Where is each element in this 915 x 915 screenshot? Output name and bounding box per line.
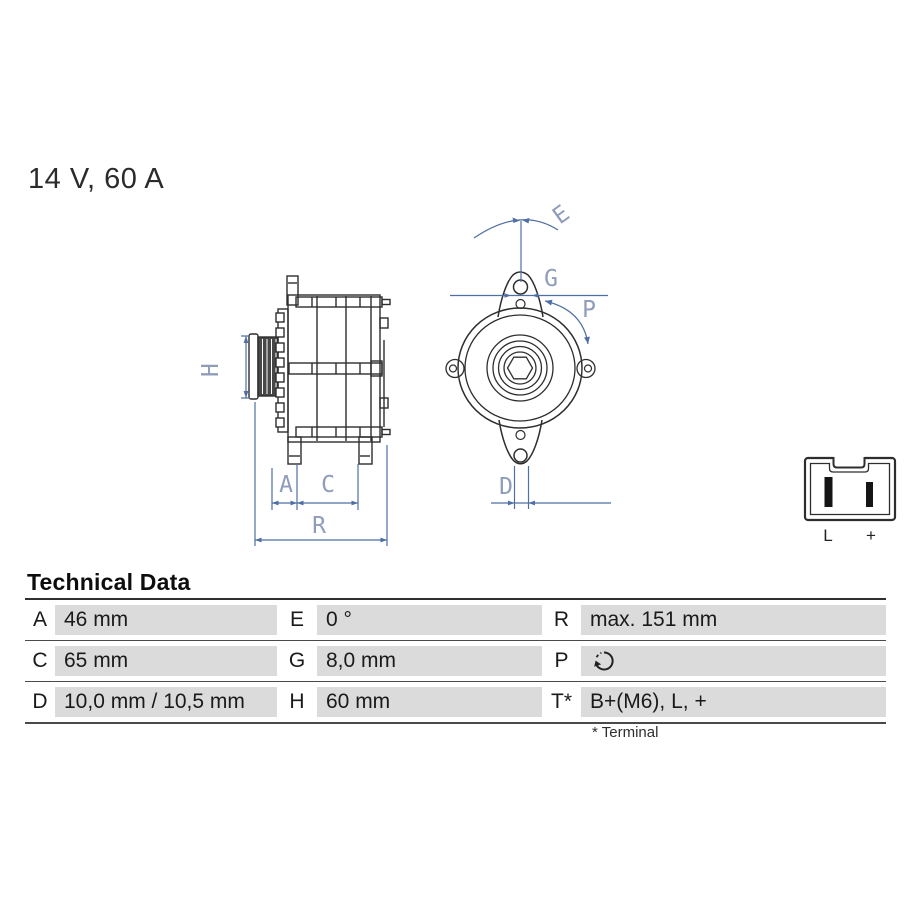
dimension-label-R: R [312, 513, 326, 539]
dim-value-H: 60 mm [317, 682, 542, 722]
dim-value-G: 8,0 mm [317, 641, 542, 681]
dim-key-A: A [32, 608, 47, 631]
dim-value-C: 65 mm [55, 641, 277, 681]
dimension-label-A: A [279, 472, 293, 498]
dim-value-D: 10,0 mm / 10,5 mm [55, 682, 277, 722]
dim-key-G: G [288, 649, 306, 672]
dim-key-T: T* [551, 690, 572, 713]
left-ear [446, 360, 464, 378]
through-bolts [289, 297, 390, 437]
connector-label-L: L [823, 526, 833, 545]
shaft-hex-nut [508, 357, 533, 379]
pulley-ribs [258, 337, 278, 396]
connector-pin-plus [866, 482, 873, 507]
dim-value-P [581, 641, 886, 681]
dim-key-R: R [553, 608, 570, 631]
housing-body [288, 295, 380, 442]
dim-key-C: C [32, 649, 48, 672]
pulley-front-disc [249, 334, 258, 399]
dimension-label-H: H [198, 363, 224, 377]
connector-label-plus: + [866, 526, 876, 545]
dim-key-P: P [554, 649, 569, 672]
side-view-drawing [249, 276, 390, 464]
table-row [25, 681, 886, 722]
dimension-label-E: E [548, 200, 575, 230]
connector-plug-drawing [805, 456, 895, 546]
rotation-direction-icon [590, 649, 616, 673]
technical-data-heading: Technical Data [27, 569, 191, 595]
dim-key-E: E [289, 608, 304, 631]
right-ear [577, 360, 595, 378]
dim-value-R: max. 151 mm [581, 600, 886, 640]
terminal-footnote: * Terminal [592, 724, 659, 741]
product-rating: 14 V, 60 A [28, 163, 165, 195]
dimension-label-G: G [544, 266, 558, 292]
mounting-foot-rear [359, 437, 372, 464]
housing-outline [458, 308, 582, 428]
dim-value-A: 46 mm [55, 600, 277, 640]
table-row [25, 640, 886, 681]
front-view-dimension-arrows [505, 218, 590, 506]
dim-key-H: H [289, 690, 305, 713]
front-view-drawing [446, 272, 595, 464]
dim-key-D: D [32, 690, 48, 713]
dimension-label-P: P [582, 297, 596, 323]
dimension-label-C: C [321, 472, 335, 498]
pulley-hub [487, 335, 553, 401]
dim-value-E: 0 ° [317, 600, 542, 640]
table-row [25, 600, 886, 640]
connector-pin-L [825, 477, 833, 507]
technical-data-table [25, 598, 886, 724]
dim-value-T: B+(M6), L, + [581, 682, 886, 722]
rear-terminal-upper [380, 318, 388, 328]
dimension-label-D: D [499, 474, 513, 500]
mounting-foot-front [288, 437, 301, 464]
